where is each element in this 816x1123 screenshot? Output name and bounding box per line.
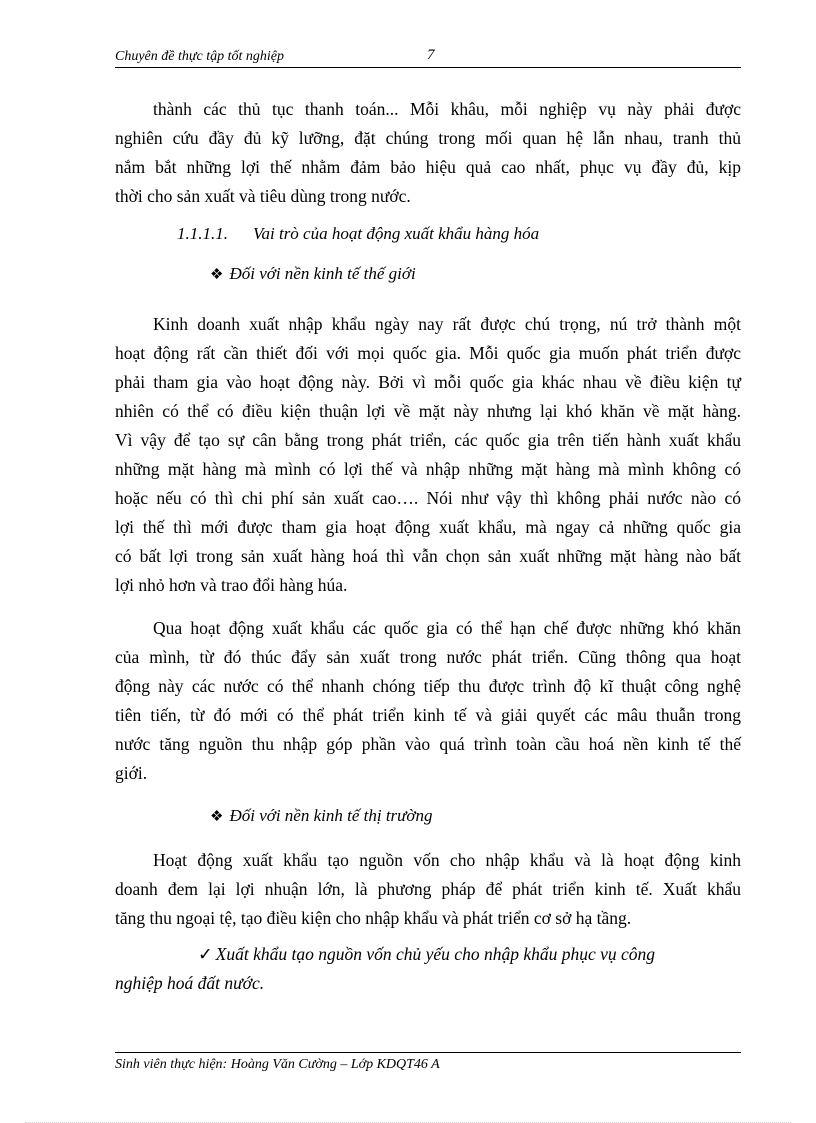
section-heading <box>177 224 539 244</box>
checkmark-icon: ✓ <box>198 944 213 964</box>
paragraph-3 <box>115 614 741 788</box>
paragraph-line: Hoạt động xuất khẩu tạo nguồn vốn cho nhập khẩu và là hoạt động kinh <box>153 850 741 870</box>
paragraph-line: hoặc nếu có thì chi phí sản xuất cao…. Nói như vậy thì không phải nước nào có <box>115 488 741 508</box>
paragraph-line: thành các thủ tục thanh toán... Mỗi khâu, mỗi nghiệp vụ này phải được <box>153 99 741 119</box>
section-number: 1.1.1.1. <box>177 224 228 243</box>
check-item-text-cont: nghiệp hoá đất nước. <box>115 973 265 993</box>
paragraph-line: nghiên cứu đầy đủ kỹ lưỡng, đặt chúng trong mối quan hệ lẫn nhau, tranh thủ <box>115 128 741 148</box>
paragraph-line: Vì vậy để tạo sự cân bằng trong phát triển, các quốc gia trên tiến hành xuất khẩu <box>115 430 741 450</box>
diamond-bullet-icon: ❖ <box>210 809 224 825</box>
paragraph-line: phải tham gia vào hoạt động này. Bởi vì mỗi quốc gia khác nhau về điều kiện tự <box>115 372 741 392</box>
bullet-text: Đối với nền kinh tế thị trường <box>229 806 433 825</box>
bullet-text: Đối với nền kinh tế thế giới <box>229 264 416 283</box>
paragraph-line: nhiên có thể có điều kiện thuận lợi về mặt này nhưng lại khó khăn về mặt hàng. <box>115 401 741 421</box>
header-title: Chuyên đề thực tập tốt nghiệp <box>115 49 284 64</box>
paragraph-line: của mình, từ đó thúc đẩy sản xuất trong nước phát triển. Cũng thông qua hoạt <box>115 647 741 667</box>
paragraph-line: lợi nhỏ hơn và trao đổi hàng húa. <box>115 575 348 595</box>
paragraph-1 <box>115 95 741 211</box>
paragraph-line: Qua hoạt động xuất khẩu các quốc gia có thể hạn chế được những khó khăn <box>153 618 741 638</box>
paragraph-line: Kinh doanh xuất nhập khẩu ngày nay rất được chú trọng, nú trở thành một <box>153 314 741 334</box>
bullet-heading-market <box>210 806 433 826</box>
paragraph-line: thời cho sản xuất và tiêu dùng trong nước. <box>115 186 411 206</box>
paragraph-line: những mặt hàng mà mình có lợi thế và nhập những mặt hàng mà mình không có <box>115 459 741 479</box>
paragraph-line: giới. <box>115 763 148 783</box>
paragraph-line: tăng thu ngoại tệ, tạo điều kiện cho nhập khẩu và phát triển cơ sở hạ tầng. <box>115 908 632 928</box>
check-item <box>115 940 741 998</box>
paragraph-line: động này các nước có thể nhanh chóng tiếp thu được trình độ kĩ thuật công nghệ <box>115 676 741 696</box>
page-footer <box>115 1052 741 1073</box>
diamond-bullet-icon: ❖ <box>210 267 224 283</box>
paragraph-2 <box>115 310 741 600</box>
paragraph-line: lợi thế thì mới được tham gia hoạt động xuất khẩu, mà ngay cả những quốc gia <box>115 517 741 537</box>
footer-text: Sinh viên thực hiện: Hoàng Văn Cường – Lớp KDQT46 A <box>115 1057 440 1072</box>
check-item-text: Xuất khẩu tạo nguồn vốn chủ yếu cho nhập khẩu phục vụ công <box>215 944 656 964</box>
bullet-heading-world <box>210 264 416 284</box>
page-header <box>115 47 741 68</box>
paragraph-line: có bất lợi trong sản xuất hàng hoá thì vẫn chọn sản xuất những mặt hàng nào bất <box>115 546 741 566</box>
paragraph-line: hoạt động rất cần thiết đối với mọi quốc gia. Mỗi quốc gia muốn phát triển được <box>115 343 741 363</box>
section-title: Vai trò của hoạt động xuất khẩu hàng hóa <box>253 224 540 243</box>
paragraph-line: nắm bắt những lợi thế nhằm đảm bảo hiệu quả cao nhất, phục vụ đầy đủ, kịp <box>115 157 741 177</box>
paragraph-line: nước tăng nguồn thu nhập góp phần vào quá trình toàn cầu hoá nền kinh tế thế <box>115 734 741 754</box>
paragraph-line: tiên tiến, từ đó mới có thể phát triển kinh tế và giải quyết các mâu thuẫn trong <box>115 705 741 725</box>
page-number: 7 <box>427 47 435 63</box>
paragraph-line: doanh đem lại lợi nhuận lớn, là phương pháp để phát triển kinh tế. Xuất khẩu <box>115 879 741 899</box>
paragraph-4 <box>115 846 741 933</box>
